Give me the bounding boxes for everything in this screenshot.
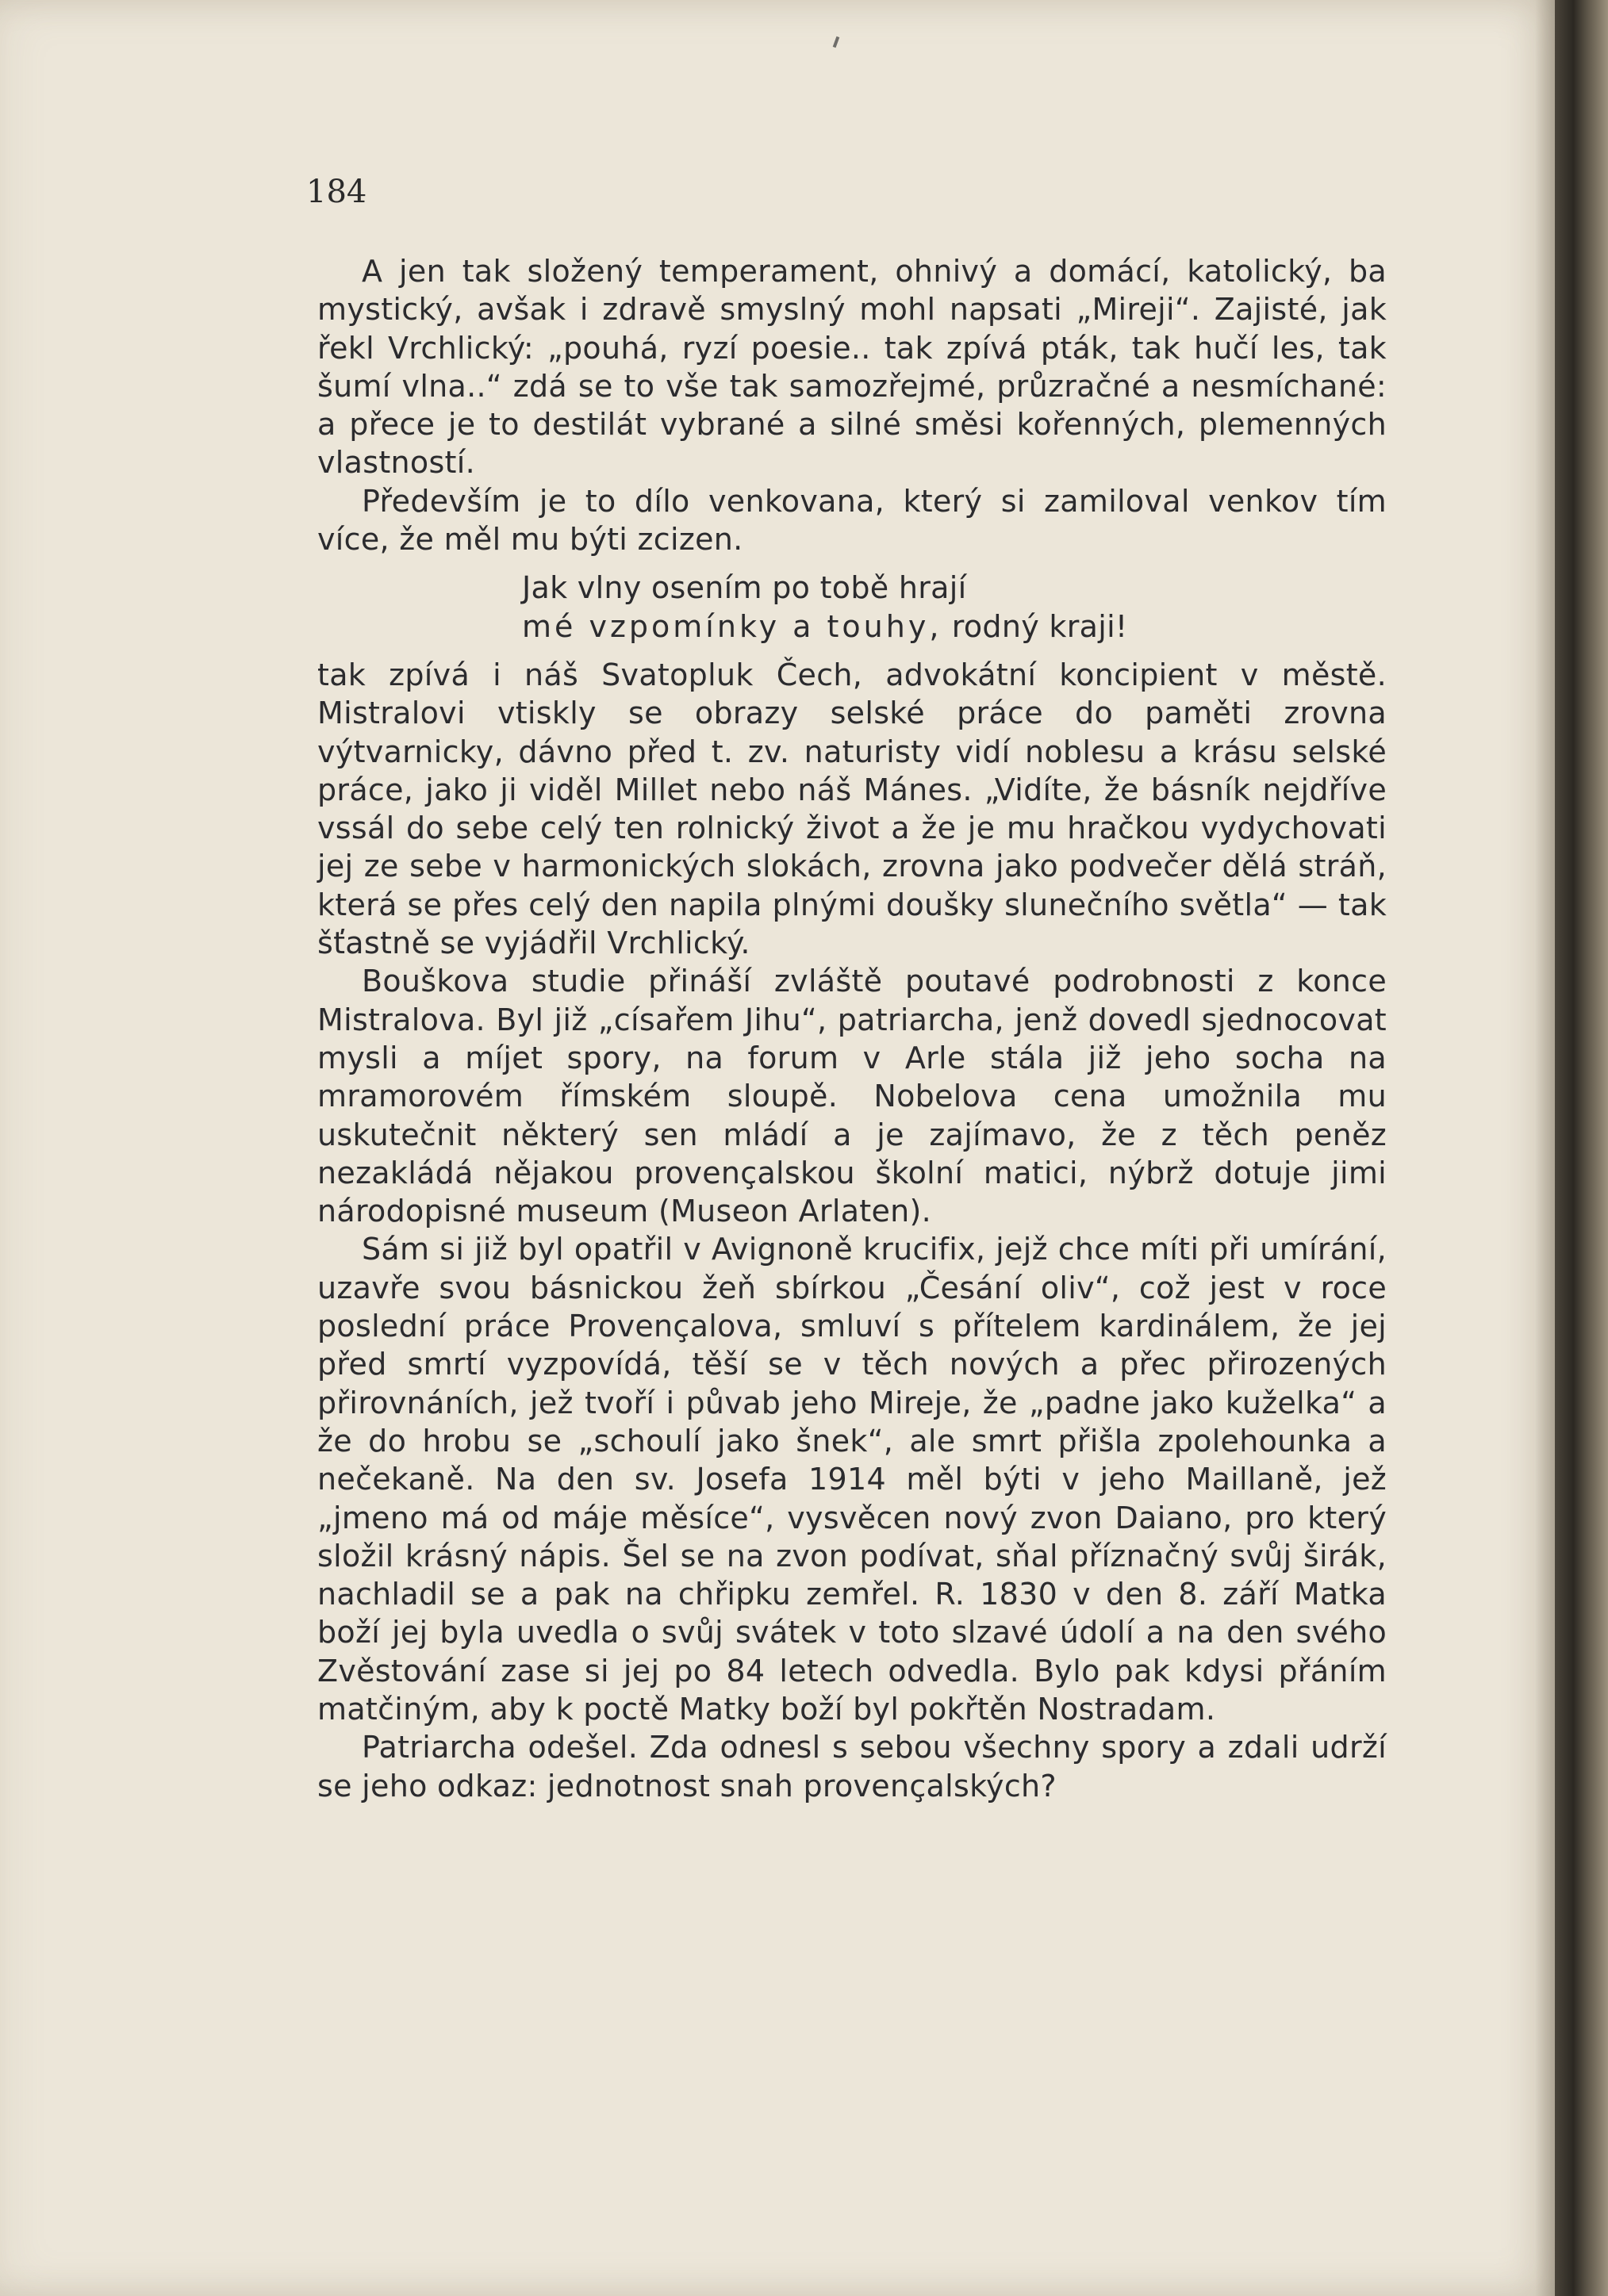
paragraph-3: tak zpívá i náš Svatopluk Čech, advokátní koncipient v městě. Mistralovi vtiskly se obrazy selské práce do paměti zrovna výtvarnicky, dávno před t. zv. naturisty vidí noblesu a krásu selské práce, jako ji viděl Millet nebo náš Mánes. „Vidíte, že básník nejdříve vssál do sebe celý ten rolnický život a že je mu hračkou vydychovati jej ze sebe v harmonických slokách, zrovna jako podvečer dělá stráň, která se přes celý den napila plnými doušky slunečního světla“ — tak šťastně se vyjádřil Vrchlický.	[317, 657, 1387, 961]
poem-line-2	[522, 608, 1387, 646]
page-number: 184	[306, 174, 367, 210]
body-text	[317, 252, 1387, 1805]
paragraph-5: Sám si již byl opatřil v Avignoně krucifix, jejž chce míti při umírání, uzavře svou básnickou žeň sbírkou „Česání oliv“, což jest v roce poslední práce Provençalova, smluví s přítelem kardinálem, že jej před smrtí vyzpovídá, těší se v těch nových a přec přirozených přirovnáních, jež tvoří i půvab jeho Mireje, že „padne jako kuželka“ a že do hrobu se „schoulí jako šnek“, ale smrt přišla zpolehounka a nečekaně. Na den sv. Josefa 1914 měl býti v jeho Maillaně, jež „jmeno má od máje měsíce“, vysvěcen nový zvon Daiano, pro který složil krásný nápis. Šel se na zvon podívat, sňal příznačný svůj širák, nachladil se a pak na chřipku zemřel. R. 1830 v den 8. září Matka boží jej byla uvedla o svůj svátek v toto slzavé údolí a na den svého Zvěstování zase si jej po 84 letech odvedla. Bylo pak kdysi přáním matčiným, aby k poctě Matky boží byl pokřtěn Nostradam.	[317, 1232, 1387, 1727]
poem-line-2-rest: rodný kraji!	[951, 608, 1128, 644]
book-binding	[1555, 0, 1608, 2296]
poem-line-2-spaced: mé vzpomínky a touhy,	[522, 608, 942, 644]
page-edge-shadow	[1535, 0, 1555, 2296]
paragraph-1: A jen tak složený temperament, ohnivý a domácí, katolický, ba mystický, avšak i zdravě smyslný mohl napsati „Mireji“. Zajisté, jak řekl Vrchlický: „pouhá, ryzí poesie.. tak zpívá pták, tak hučí les, tak šumí vlna..“ zdá se to vše tak samozřejmé, průzračné a nesmíchané: a přece je to destilát vybrané a silné směsi kořenných, plemenných vlastností.	[317, 254, 1387, 481]
paragraph-4: Bouškova studie přináší zvláště poutavé podrobnosti z konce Mistralova. Byl již „císařem Jihu“, patriarcha, jenž dovedl sjednocovat mysli a míjet spory, na forum v Arle stála již jeho socha na mramorovém římském sloupě. Nobelova cena umožnila mu uskutečnit některý sen mládí a je zajímavo, že z těch peněz nezakládá nějakou provençalskou školní matici, nýbrž dotuje jimi národopisné museum (Museon Arlaten).	[317, 964, 1387, 1229]
paragraph-6: Patriarcha odešel. Zda odnesl s sebou všechny spory a zdali udrží se jeho odkaz: jednotnost snah provençalských?	[317, 1730, 1387, 1803]
poem-line-1: Jak vlny osením po tobě hrají	[522, 570, 967, 606]
paragraph-2: Především je to dílo venkovana, který si zamiloval venkov tím více, že měl mu býti zcizen.	[317, 483, 1387, 558]
poem-quote	[522, 569, 1387, 646]
